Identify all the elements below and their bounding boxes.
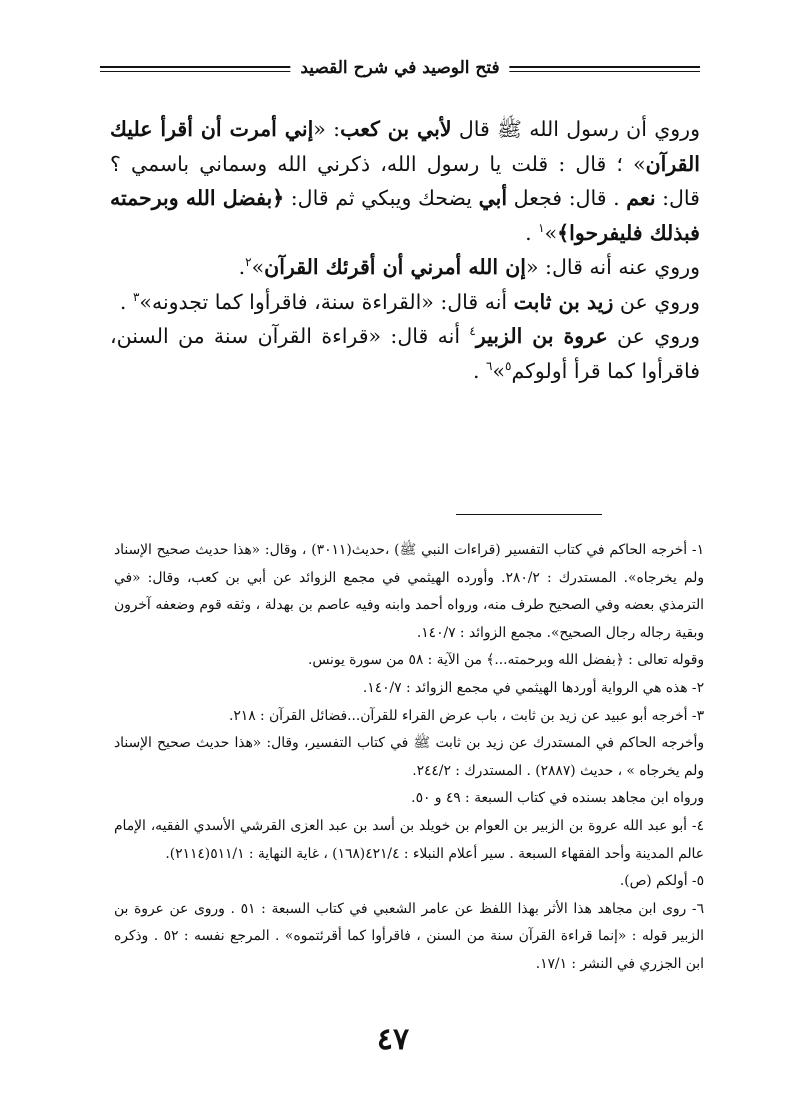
footnote: ١- أخرجه الحاكم في كتاب التفسير (قراءات النبي ﷺ) ،حديث(٣٠١١) ، وقال: «هذا حديث صحيح الإسناد ولم يخرجاه». المستدرك : ٢٨٠/٢. وأورده الهيثمي في مجمع الزوائد عن أبي بن كعب، وقال: «في الترمذي بعضه وفي الصحيح طرف منه، ورواه أحمد وابنه وفيه عاصم بن بهدلة ، وثقه قوم وضعفه آخرون وبقية رجاله رجال الصحيح». مجمع الزوائد : ١٤٠/٧. [114,542,705,641]
hadith-quote: إني أمرت أن أقرأ عليك القرآن [110,117,700,176]
footnote: ٦- روى ابن مجاهد هذا الأثر بهذا اللفظ عن عامر الشعبي في كتاب السبعة : ٥١ . وروى عن عروة بن الزبير قوله : «إنما قراءة القرآن سنة من السنن ، فاقرأوا كما أقرئتموه» . المرجع نفسه : ٥٢ . وذكره ابن الجزري في النشر : ١٧/١. [114,900,705,972]
text-span: وروي عنه أنه قال: « [526,255,700,279]
text-span: . قال: فجعل [507,186,627,210]
name-urwa: عروة بن الزبير [475,324,608,348]
quran-verse: ﴿بفضل الله وبرحمته فبذلك فليفرحوا﴾ [110,186,700,245]
paragraph-zayd [110,285,700,320]
hadith-quote: إن الله أمرني أن أقرئك القرآن [264,255,526,279]
footnote: ورواه ابن مجاهد بسنده في كتاب السبعة : ٤٩ و ٥٠. [411,790,704,807]
text-span: يضحك ويبكي ثم قال: [284,186,479,210]
name-zayd: زيد بن ثابت [513,289,614,314]
footnote: ٥- أولكم (ص). [619,873,704,890]
text-span: وروي عن [613,289,700,314]
footnote: وقوله تعالى : ﴿بفضل الله وبرحمته...﴾ من الآية : ٥٨ من سورة يونس. [308,652,704,669]
text-span: » [492,358,506,383]
main-text [110,112,700,388]
paragraph-ubayy [110,112,700,250]
footnotes [114,537,704,979]
footnote: ٢- هذه هي الرواية أوردها الهيثمي في مجمع الزوائد : ١٤٠/٧. [362,679,704,696]
text-span: وروي أن رسول الله ﷺ قال [451,117,700,141]
text-span: » [544,220,558,245]
running-header-title: فتح الوصيد في شرح القصيد [290,58,509,78]
text-span: » [251,255,265,279]
header-rule-left-thin [100,71,305,72]
paragraph-anhu [110,250,700,285]
name-ubayy: لأبي بن كعب [340,117,452,141]
footnote-ref-3: ٣ [132,289,140,304]
text-span: . [238,255,246,279]
running-header [100,52,700,92]
header-rule-right [498,66,700,68]
footnote-ref-4: ٤ [469,324,476,339]
text-span: وروي عن [607,324,700,348]
text-span: أنه قال: «القراءة سنة، فاقرأوا كما تجدونه» [139,289,514,314]
footnote-ref-1: ١ [538,220,545,235]
word-naam: نعم [626,186,656,210]
name-ubayy-short: أبي [478,186,508,210]
footnote-ref-6: ٦ [486,358,493,373]
text-span: . [473,358,487,383]
footnote-ref-5: ٥ [505,358,512,373]
page-number: ٤٧ [376,1022,410,1057]
text-span: أنه قال: «قراءة القرآن سنة من السنن، فاقرأوا كما قرأ أولوكم [110,324,700,383]
header-rule-right-thin [498,71,700,72]
footnote: وأخرجه الحاكم في المستدرك عن زيد بن ثابت ﷺ في كتاب التفسير، وقال: «هذا حديث صحيح الإسناد ولم يخرجاه » ، حديث (٢٨٨٧) . المستدرك : ٢٤٤/٢. [114,735,704,779]
footnote: ٤- أبو عبد الله عروة بن الزبير بن العوام بن خويلد بن أسد بن عبد العزى القرشي الأسدي الفقيه، الإمام عالم المدينة وأحد الفقهاء السبعة . سير أعلام النبلاء : ٤٢١/٤(١٦٨) ، غاية النهاية : ٥١١/١(٢١١٤). [114,817,704,862]
paragraph-urwa [110,319,700,388]
footnote-separator [456,514,602,515]
footnote-ref-2: ٢ [245,255,252,270]
text-span: : « [313,117,341,141]
footnote: ٣- أخرجه أبو عبيد عن زيد بن ثابت ، باب عرض القراء للقرآن...فضائل القرآن : ٢١٨. [229,707,704,724]
text-span: . [119,289,133,314]
text-span: » ؛ قال : قلت يا رسول الله، ذكرني الله وسماني باسمي ؟ قال: [110,151,700,210]
text-span: . [525,220,539,245]
header-rule-left [100,66,305,68]
